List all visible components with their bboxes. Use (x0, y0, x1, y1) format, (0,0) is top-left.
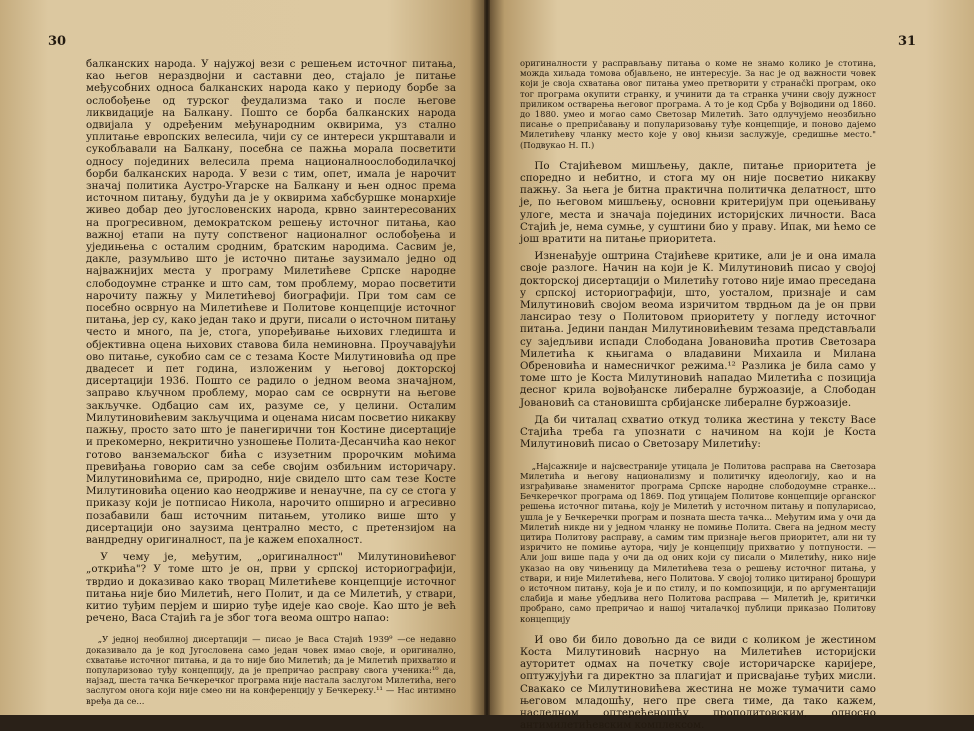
left-page-text (86, 58, 456, 706)
right-page (490, 0, 974, 731)
paragraph: балканских народа. У најужој вези с решењем источног питања, као његов нераздвојни и саставни део, стајало је питање међусобних односа балканских народа како у периоду борбе за ослобођење од турског феудализма тако и после његове ликвидације на Балкану. Пошто се борба балканских народа одвијала у одређеним међународним оквирима, уз стално уплитање европских велесила, чији су се интереси укрштавали и сукобљавали на Балкану, посебна се пажња морала посветити односу појединих велесила према националноослободилачкој борби балканских народа. У вези с тим, опет, имала је нарочит значај политика Аустро-Угарске на Балкану и њен однос према источном питању, будући да је у оквирима хабсбуршке монархије живео добар део југословенских народа, крвно заинтересованих на прогресивном, демократском решењу источног питања, као важној етапи на путу сопственог националног ослобођења и уједињења с осталим сродним, братским народима. Сасвим је, дакле, разумљиво што је источно питање заузимало једно од најважнијих места у програму Милетићеве Српске народне слободоумне странке и што сам, том проблему, морао посветити нарочиту пажњу у Милетићевој биографији. При том сам се посебно осврнуо на Милетићеве и Политове концепције источног питања, јер су, како један тако и други, писали о источном питању често и много, па је, стога, упоређивање њихових гледишта и објективна оцена њихових ставова била неминовна. Проучавајући ово питање, сукобио сам се с тезама Косте Милутиновића од пре двадесет и пет година, изложеним у његовој докторској дисертацији 1936. Пошто се радило о једном веома значајном, заправо кључном проблему, морао сам се осврнути на његове закључке. Одбацио сам их, разуме се, у целини. Осталим Милутиновићевим закључцима и оценама нисам посветио никакву пажњу, просто зато што је панегирични тон Костине дисертације и прекомерно, некритично узношење Полита-Десанчића као неког готово ванземаљског бића с изузетним пророчким моћима превиђања говорио сам за себе својим озбиљним историчару. Милутиновићима се, природно, није свидело што сам тезе Косте Милутиновића оценио као неодрживе и ненаучне, па су се стога у приказу који је потписао Никола, нарочито опширно и агресивно позабавили баш источним питањем, утолико више што у дисертацији оно заузима централно место, с претензијом на вандредну оригиналност, па је кажем епохалност. (86, 58, 456, 546)
footnote: „У једној необилној дисертацији — писао је Васа Стајић 1939⁹ —се недавно доказивало да је код Југословена само један човек имао своје, и оригинално, схватање источног питања, и да то није био Милетић; да је Милетић прихватио и популаризовао туђу концепцију, да је препричао расправу свога ученика:¹⁰ да, најзад, шеста тачка Бечкеречког програма није настала заслугом Милетића, него заслугом онога који није смео ни на конференцију у Бечкереку.¹¹ — Нас интимно вређа да се... (86, 634, 456, 706)
paragraph: У чему је, међутим, „оригиналност" Милутиновићевог „открића"? У томе што је он, први у српској историографији, тврдио и доказивао како творац Милетићеве концепције источног питања није био Милетић, него Полит, и да се Милетић, у ствари, китио туђим перјем и ширио туђе идеје као своје. Као што је већ речено, Васа Стајић га је због тога веома оштро напао: (86, 551, 456, 625)
paragraph: Да би читалац схватио откуд толика жестина у тексту Васе Стајића треба га упознати с начином на који је Коста Милутиновић писао о Светозару Милетићу: (520, 413, 876, 451)
paragraph: Изненађује оштрина Стајићеве критике, али је и она имала своје разлоге. Начин на који је К. Милутиновић писао у својој докторској дисертацији о Милетићу готово није имао преседана у српској историографији, што, уосталом, признаје и сам Милутиновић својом веома изричитом тврдњом да је он први лансирао тезу о Политовом приоритету у погледу источног питања. Једини пандан Милутиновићевим тезама представљали су заједљиви испади Слободана Јовановића против Светозара Милетића к књигама о владавини Михаила и Милана Обреновића и намесничког режима.¹² Разлика је била само у томе што је Коста Милутиновић нападао Милетића с позиција десног крила војвођанске либералне буржоазије, а Слободан Јовановић са становишта србијанске либералне буржоазије. (520, 250, 876, 409)
block-quote: „Најсажније и најсвестраније утицала је Политова расправа на Светозара Милетића и његову национализму и политичку идеологију, као и на изграђивање знаменитог програма Српске народне слободоумне странке... Бечкеречког програма од 1869. Под утицајем Политове концепције органског решења источног питања, коју је Милетић у источном питању и популарисао, ушла је у Бечкеречки програм и позната шеста тачка... Међутим има у очи да Милетић никде ни у једном чланку не помиње Полита. Свега на једном месту цитира Политову расправу, а самим тим признаје његов приоритет, али ни ту изричито не помиње аутора, чију је концепцију прихватио у потпуности. — Али још више пада у очи да од оних који су писали о Милетићу, нико није указао на ову чињеницу да Милетићева теза о решењу источног питања, у ствари, и није Милетићева, него Политова. У својој толико цитираној брошури о источном питању, која је и по стилу, и по композицији, и по аргументацији слабија и мање убедљива него Политова расправа — Милетић је, критички пробрано, само препричао и нашој читалачкој публици приказао Политову концепцију (520, 460, 876, 624)
paragraph: И ово би било довољно да се види с коликом је жестином Коста Милутиновић насрнуо на Милетићев историјски ауторитет одмах на почетку своје историчарске каријере, оптужујући га директно за плагијат и присвајање туђих мисли. Свакако се Милутиновићева жестина не може тумачити само његовом младошћу, него пре свега тиме, да тако кажем, наследном оптерећеношћу прополитовским, односно антимилетићевским комплексом. (520, 633, 876, 731)
right-page-text (520, 58, 876, 731)
page-number-left: 30 (48, 34, 67, 49)
page-number-right: 31 (898, 34, 917, 49)
footnote-continuation: оригиналности у расправљању питања о коме не знамо колико је стотина, можда хиљада томова објављено, не интересује. За нас је од важности човек који је своја схватања овог питања умео претворити у странački програм, око тог програма окупити странку, и учинити да та странка учини своју дужност приликом остварења његовог програма. А то је код Срба у Војводини од 1860. до 1880. умео и могао само Светозар Милетић. Зато одлучујемо неозбиљно писање о преприčавању и популаризовању туђе концепције, и поново дајемо Милетићеву чланку место које у овој књизи заслужује, средишње место." (Подвукао Н. П.) (520, 58, 876, 150)
paragraph: По Стајићевом мишљењу, дакле, питање приоритета је споредно и небитно, и стога му он није посветио никакву пажњу. За њега је битна практична политичка делатност, што је, по његовом мишљењу, основни критеријум при оцењивању улоге, места и значаја појединих историјских личности. Васа Стајић је, нема сумње, у суштини био у праву. Ипак, ми ћемо се још вратити на питање приоритета. (520, 159, 876, 246)
left-page (0, 0, 484, 715)
